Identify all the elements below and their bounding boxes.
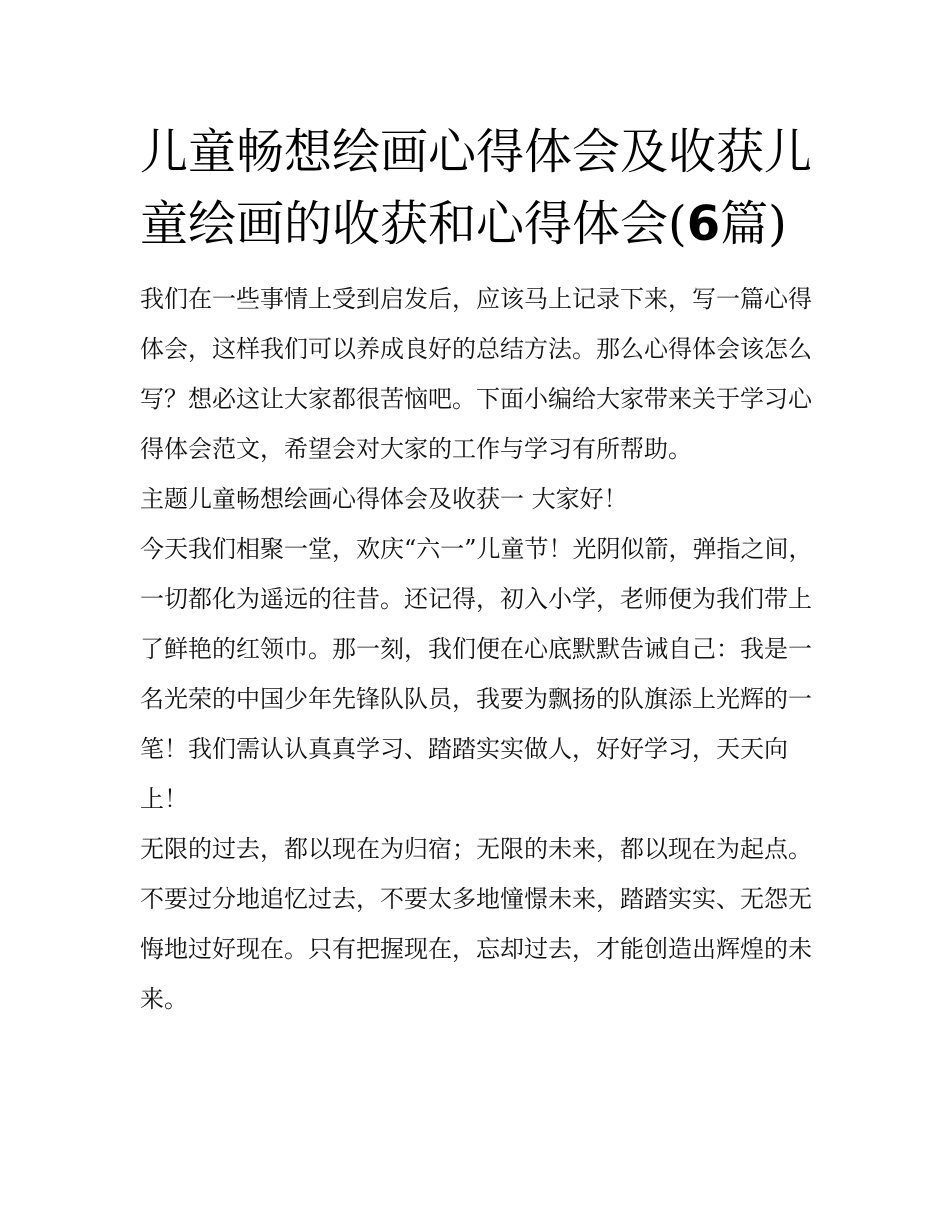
document-body bbox=[140, 274, 820, 1024]
paragraph-celebration: 今天我们相聚一堂，欢庆“六一”儿童节！光阴似箭，弹指之间，一切都化为遥远的往昔。还记得，初入小学，老师便为我们带上了鲜艳的红领巾。那一刻，我们便在心底默默告诫自己：我是一名光荣的中国少年先锋队队员，我要为飘扬的队旗添上光辉的一笔！我们需认认真真学习、踏踏实实做人，好好学习，天天向上！ bbox=[140, 535, 813, 813]
document-content bbox=[140, 116, 820, 1024]
document-title bbox=[140, 116, 820, 260]
paragraph-topic-heading: 主题儿童畅想绘画心得体会及收获一 大家好！ bbox=[140, 485, 628, 513]
title-text-part2: 篇) bbox=[720, 196, 787, 252]
title-number: 6 bbox=[686, 196, 721, 252]
title-text-part1: 儿童畅想绘画心得体会及收获儿童绘画的收获和心得体会( bbox=[140, 124, 813, 252]
paragraph-intro: 我们在一些事情上受到启发后，应该马上记录下来，写一篇心得体会，这样我们可以养成良好的总结方法。那么心得体会该怎么写？想必这让大家都很苦恼吧。下面小编给大家带来关于学习心得体会范文，希望会对大家的工作与学习有所帮助。 bbox=[140, 285, 812, 463]
paragraph-present: 无限的过去，都以现在为归宿；无限的未来，都以现在为起点。不要过分地追忆过去，不要太多地憧憬未来，踏踏实实、无怨无悔地过好现在。只有把握现在，忘却过去，才能创造出辉煌的未来。 bbox=[140, 835, 812, 1013]
